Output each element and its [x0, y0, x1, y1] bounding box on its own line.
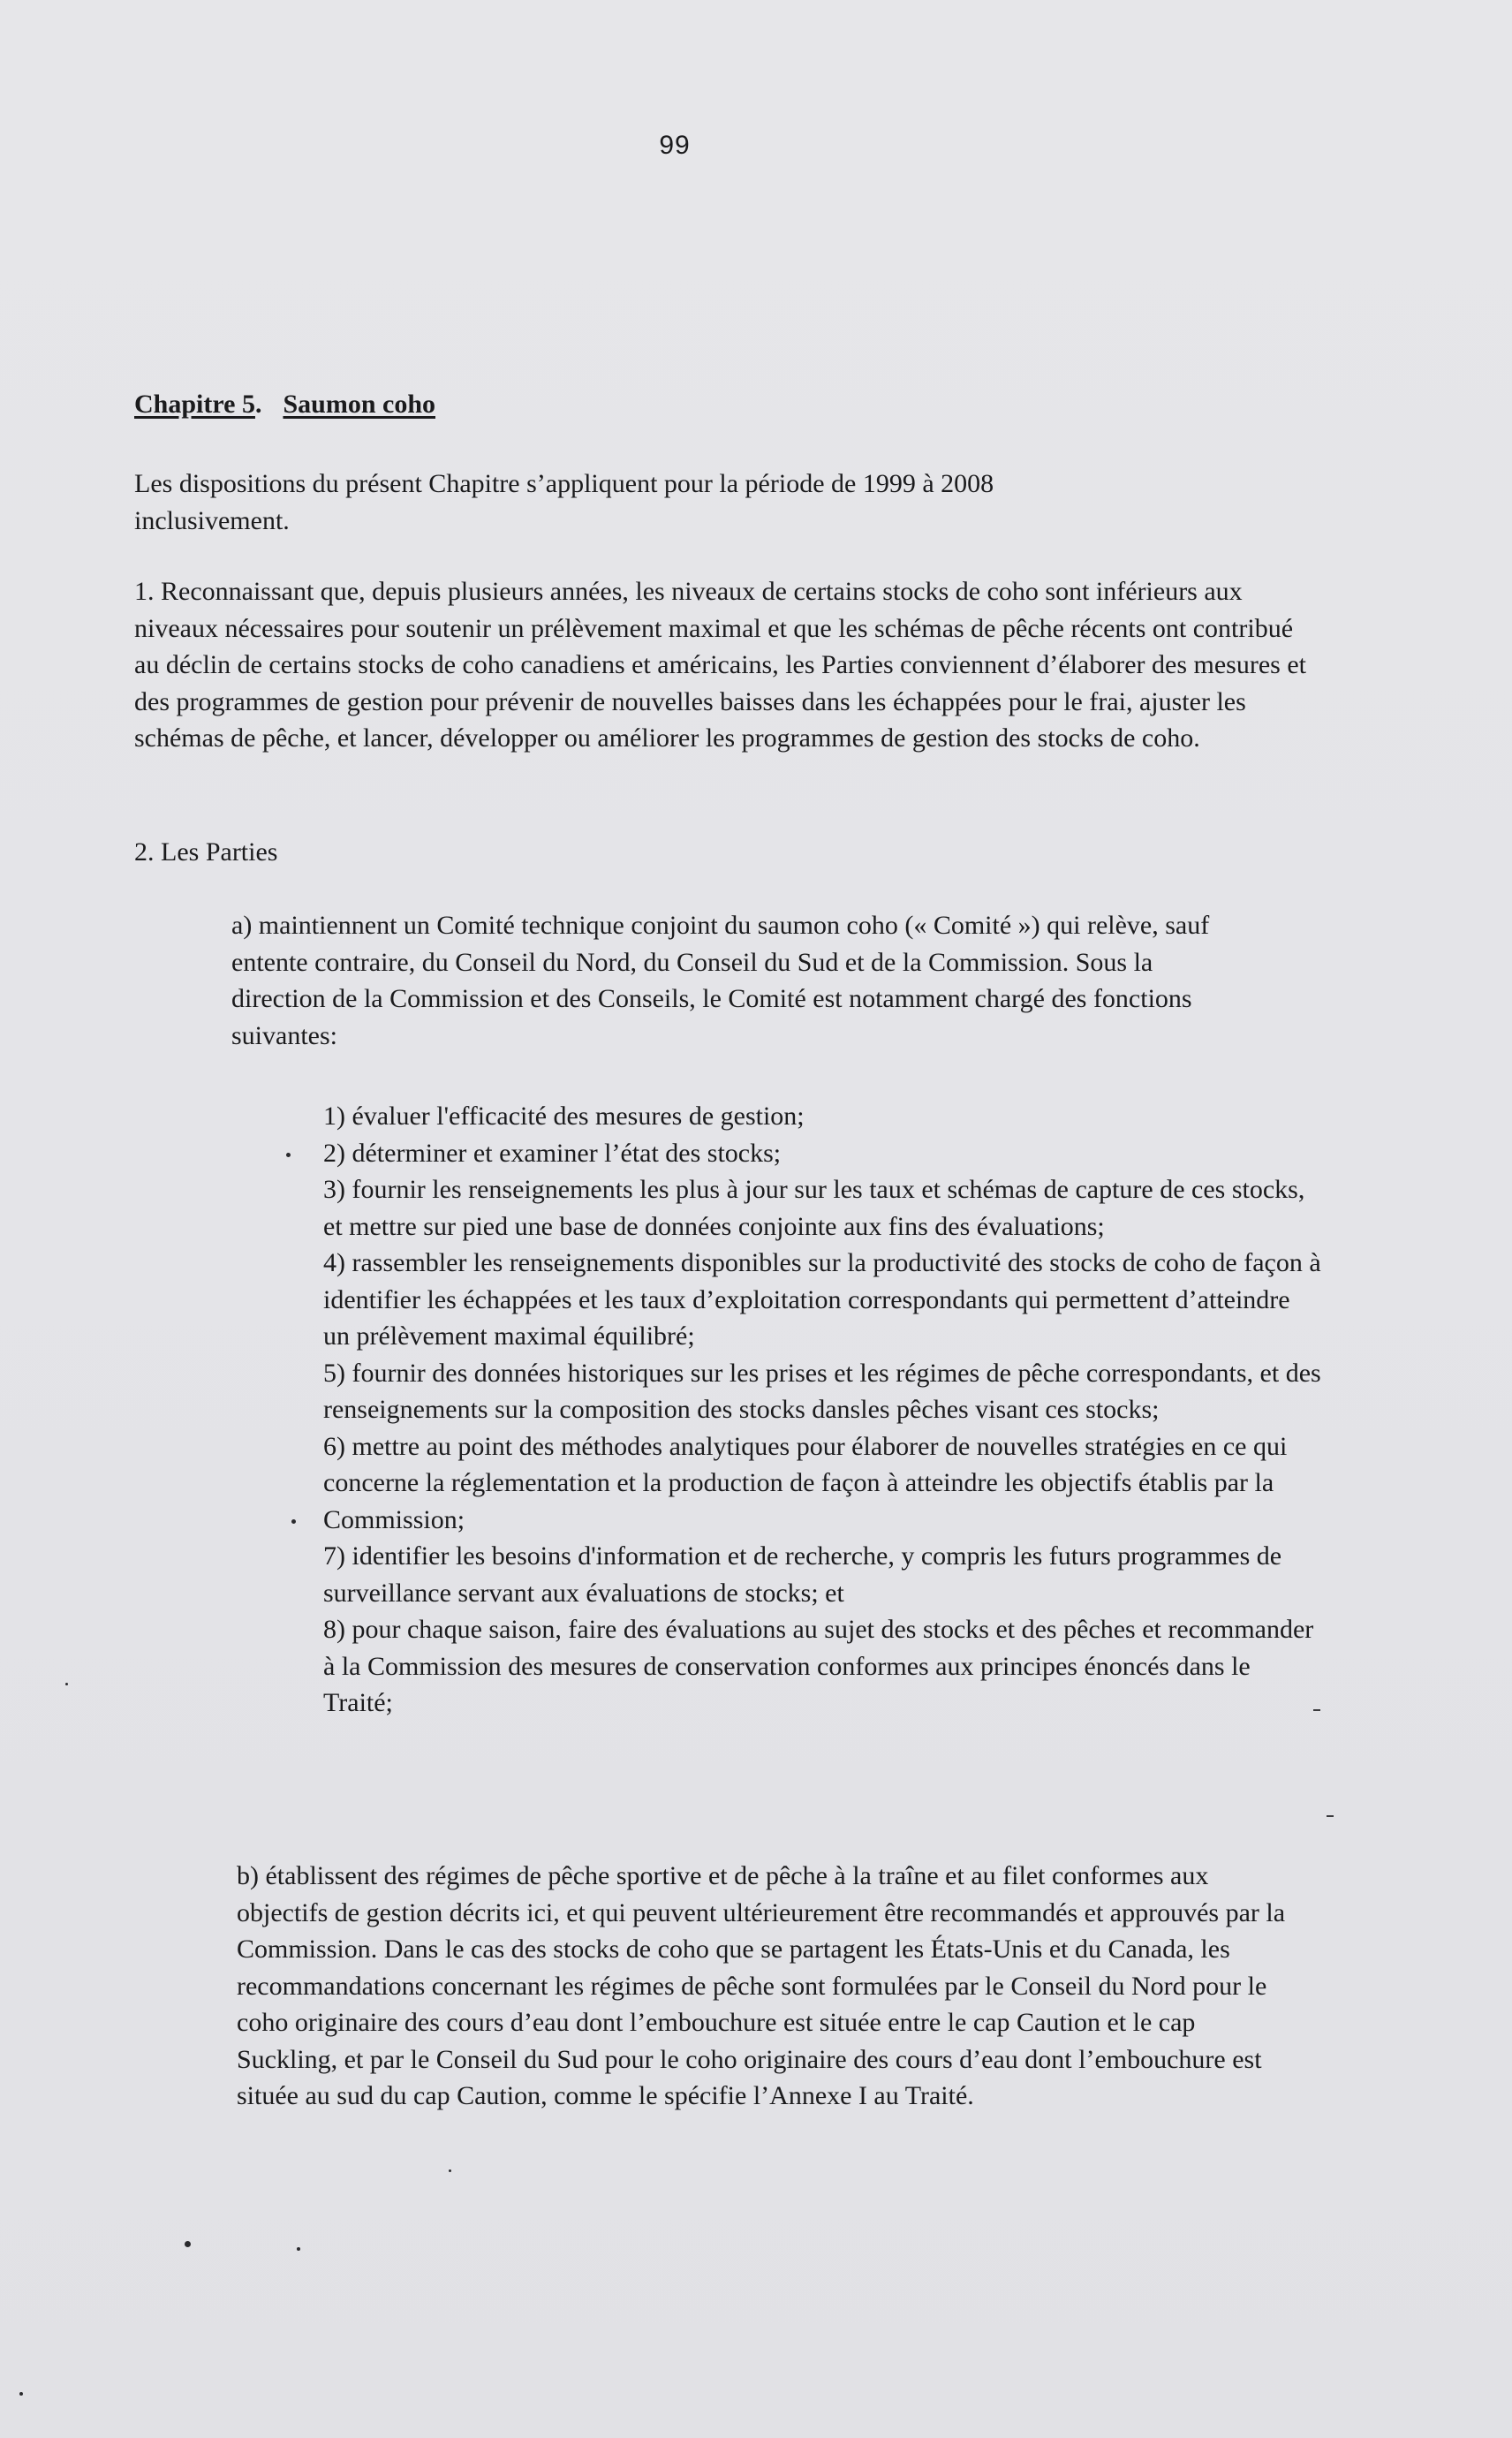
- chapter-label: Chapitre 5: [134, 390, 255, 419]
- chapter-separator: .: [254, 390, 262, 419]
- list-item: 1) évaluer l'efficacité des mesures de gestion;: [323, 1102, 805, 1131]
- list-item: 5) fournir des données historiques sur les prises et les régimes de pêche correspondants, et des renseignements sur la composition des stocks dansles pêches visant ces stocks;: [323, 1358, 1321, 1424]
- scan-speck: [65, 1683, 68, 1685]
- committee-functions-list: [323, 1098, 1321, 1722]
- scan-speck: [286, 1153, 291, 1157]
- paragraph-1: 1. Reconnaissant que, depuis plusieurs années, les niveaux de certains stocks de coho sont inférieurs aux niveaux nécessaires pour soutenir un prélèvement maximal et que les schémas de pêche récents ont contribué au déclin de certains stocks de coho canadiens et américains, les Parties conviennent d’élaborer des mesures et des programmes de gestion pour prévenir de nouvelles baisses dans les échappées pour le frai, ajuster les schémas de pêche, et lancer, développer ou améliorer les programmes de gestion des stocks de coho.: [134, 577, 1306, 753]
- margin-mark: [1313, 1709, 1320, 1711]
- chapter-title: Saumon coho: [283, 390, 435, 419]
- list-item: 7) identifier les besoins d'information et de recherche, y compris les futurs programmes de surveillance servant aux évaluations de stocks; et: [323, 1541, 1282, 1608]
- scan-speck: [297, 2247, 300, 2251]
- margin-mark: [1327, 1815, 1334, 1817]
- intro-paragraph: Les dispositions du présent Chapitre s’appliquent pour la période de 1999 à 2008 inclusivement.: [134, 469, 994, 535]
- list-item: 3) fournir les renseignements les plus à jour sur les taux et schémas de capture de ces stocks, et mettre sur pied une base de données conjointe aux fins des évaluations;: [323, 1175, 1305, 1241]
- scan-speck: [291, 1519, 296, 1524]
- item-b-paragraph: b) établissent des régimes de pêche sportive et de pêche à la traîne et au filet conformes aux objectifs de gestion décrits ici, et qui peuvent ultérieurement être recommandés et approuvés par la Commission. Dans le cas des stocks de coho que se partagent les États-Unis et du Canada, les recommandations concernant les régimes de pêche sont formulées par le Conseil du Nord pour le coho originaire des cours d’eau dont l’embouchure est située entre le cap Caution et le cap Suckling, et par le Conseil du Sud pour le coho originaire des cours d’eau dont l’embouchure est située au sud du cap Caution, comme le spécifie l’Annexe I au Traité.: [237, 1861, 1286, 2110]
- list-item: 8) pour chaque saison, faire des évaluations au sujet des stocks et des pêches et recommander à la Commission des mesures de conservation conformes aux principes énoncés dans le Traité;: [323, 1615, 1314, 1717]
- list-item: 2) déterminer et examiner l’état des stocks;: [323, 1138, 782, 1168]
- list-item: 4) rassembler les renseignements disponibles sur la productivité des stocks de coho de façon à identifier les échappées et les taux d’exploitation correspondants qui permettent d’atteindre un prélèvement maximal équilibré;: [323, 1248, 1321, 1351]
- scan-speck: [19, 2392, 23, 2396]
- scan-speck: [449, 2169, 451, 2172]
- list-item: 6) mettre au point des méthodes analytiques pour élaborer de nouvelles stratégies en ce qui concerne la réglementation et la production de façon à atteindre les objectifs établis par la Commission;: [323, 1431, 1288, 1534]
- item-a-paragraph: a) maintiennent un Comité technique conjoint du saumon coho (« Comité ») qui relève, sauf entente contraire, du Conseil du Nord, du Conseil du Sud et de la Commission. Sous la direction de la Commission et des Conseils, le Comité est notamment chargé des fonctions suivantes:: [231, 911, 1210, 1050]
- paragraph-2: 2. Les Parties: [134, 837, 278, 867]
- page-number: 99: [659, 131, 691, 160]
- scan-speck: [185, 2241, 191, 2247]
- chapter-heading: [134, 390, 435, 420]
